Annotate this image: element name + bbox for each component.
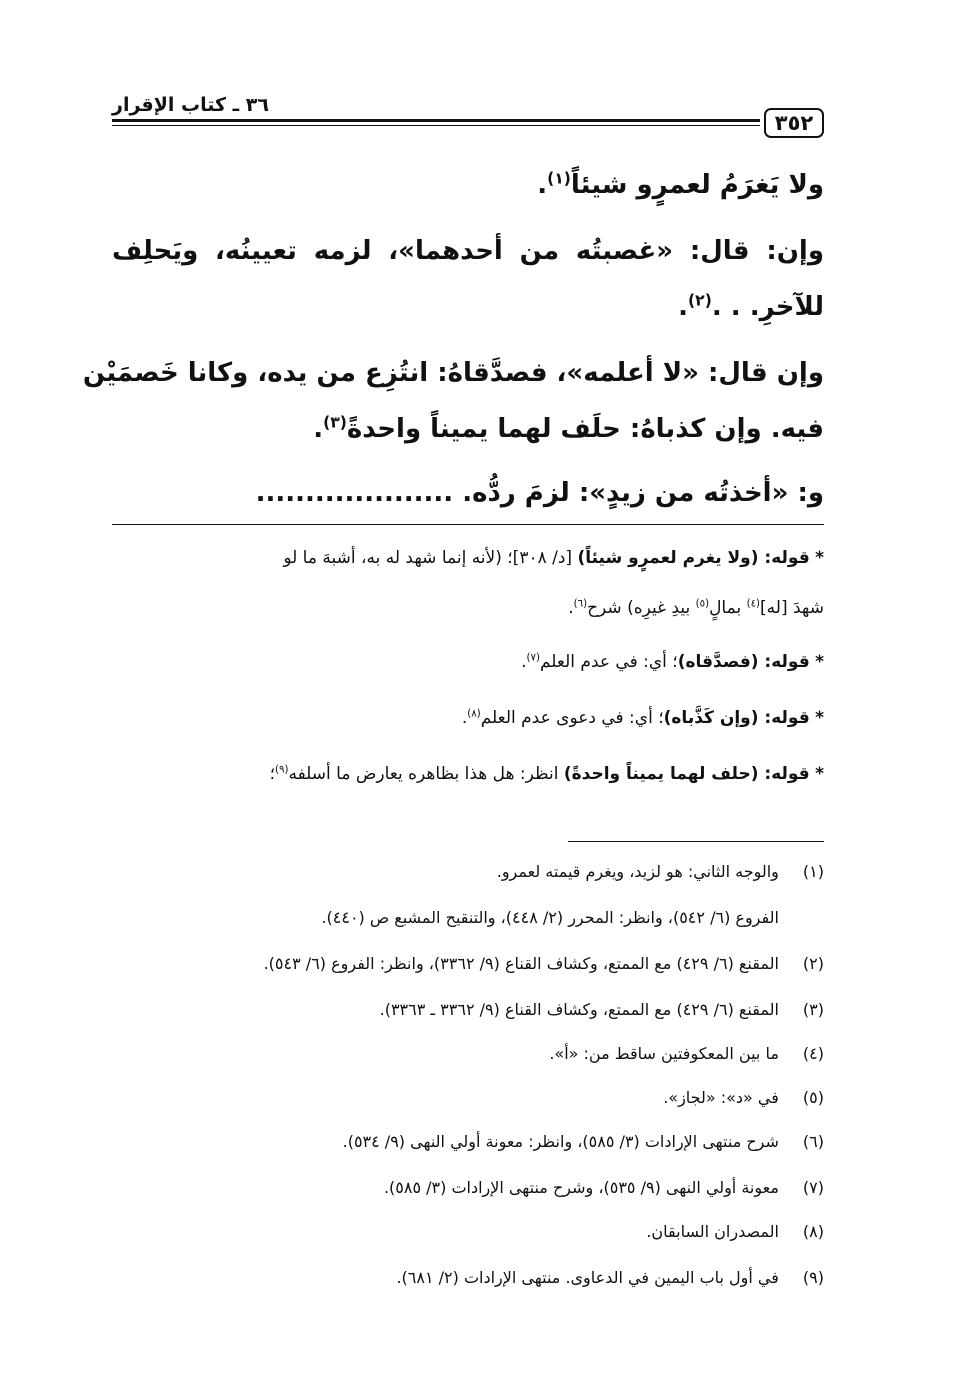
footnote-9: (٩) في أول باب اليمين في الدعاوى. منتهى الإرادات (٢/ ٦٨١). bbox=[396, 1268, 824, 1287]
page-number: ٣٥٢ bbox=[764, 108, 824, 138]
footnote-4: (٤) ما بين المعكوفتين ساقط من: «أ». bbox=[549, 1044, 824, 1063]
leader-dots: .................... bbox=[255, 478, 454, 508]
footnote-8: (٨) المصدران السابقان. bbox=[646, 1222, 824, 1241]
main-line-6: و: «أخذتُه من زيدٍ»: لزمَ ردُّه. .................... bbox=[255, 478, 824, 508]
commentary-line-4: * قوله: (وإن كَذَّباه)؛ أي: في دعوى عدم العلم$^{(٨)}$. bbox=[461, 708, 824, 728]
chapter-title: ٣٦ ـ كتاب الإقرار bbox=[112, 94, 269, 116]
main-line-1: ولا يَغرَمُ لعمرٍو شيئاً$^{(١)}$. bbox=[537, 169, 824, 200]
footnote-6: (٦) شرح منتهى الإرادات (٣/ ٥٨٥)، وانظر: معونة أولي النهى (٩/ ٥٣٤). bbox=[342, 1132, 824, 1151]
main-line-2: وإن: قال: «غصبتُه من أحدهما»، لزمه تعيينُه، ويَحلِف bbox=[112, 236, 824, 266]
footnote-7: (٧) معونة أولي النهى (٩/ ٥٣٥)، وشرح منتهى الإرادات (٣/ ٥٨٥). bbox=[383, 1178, 824, 1197]
commentary-line-3: * قوله: (فصدَّقاه)؛ أي: في عدم العلم$^{(٧)}$. bbox=[521, 652, 824, 672]
footnote-2: (٢) المقنع (٦/ ٤٢٩) مع الممتع، وكشاف القناع (٩/ ٣٣٦٢)، وانظر: الفروع (٦/ ٥٤٣). bbox=[263, 954, 824, 973]
commentary-separator bbox=[112, 524, 824, 525]
footnote-1: (١) والوجه الثاني: هو لزيد، ويغرم قيمته لعمرو. bbox=[496, 862, 824, 881]
main-line-5: فيه. وإن كذباهُ: حلَف لهما يميناً واحدةً$^{(٣)}$. bbox=[313, 413, 824, 444]
commentary-line-5: * قوله: (حلف لهما يميناً واحدةً) انظر: هل هذا بظاهره يعارض ما أسلفه$^{(٩)}$؛ bbox=[269, 764, 824, 784]
commentary-line-2: شهدَ [له]$^{(٤)}$ بمالٍ$^{(٥)}$ بيدِ غيرِه) شرح$^{(٦)}$. bbox=[568, 598, 824, 618]
footnote-separator bbox=[568, 841, 824, 842]
footnote-3: (٣) المقنع (٦/ ٤٢٩) مع الممتع، وكشاف القناع (٩/ ٣٣٦٢ ـ ٣٣٦٣). bbox=[379, 1000, 824, 1019]
footnote-5: (٥) في «د»: «لجاز». bbox=[663, 1088, 824, 1107]
page-header bbox=[112, 92, 824, 142]
commentary-line-1: * قوله: (ولا يغرم لعمرٍو شيئاً) [د/ ٣٠٨]؛ (لأنه إنما شهد له به، أشبهَ ما لو bbox=[283, 548, 824, 568]
footnote-1-cont: الفروع (٦/ ٥٤٢)، وانظر: المحرر (٢/ ٤٤٨)، والتنقيح المشبع ص (٤٤٠). bbox=[321, 908, 779, 927]
main-line-3: للآخرِ. . .$^{(٢)}$. bbox=[678, 291, 824, 322]
header-rule-thin bbox=[112, 125, 760, 126]
main-line-4: وإن قال: «لا أعلمه»، فصدَّقاهُ: انتُزِع من يده، وكانا خَصمَيْن bbox=[82, 358, 824, 388]
header-rule bbox=[112, 119, 760, 122]
